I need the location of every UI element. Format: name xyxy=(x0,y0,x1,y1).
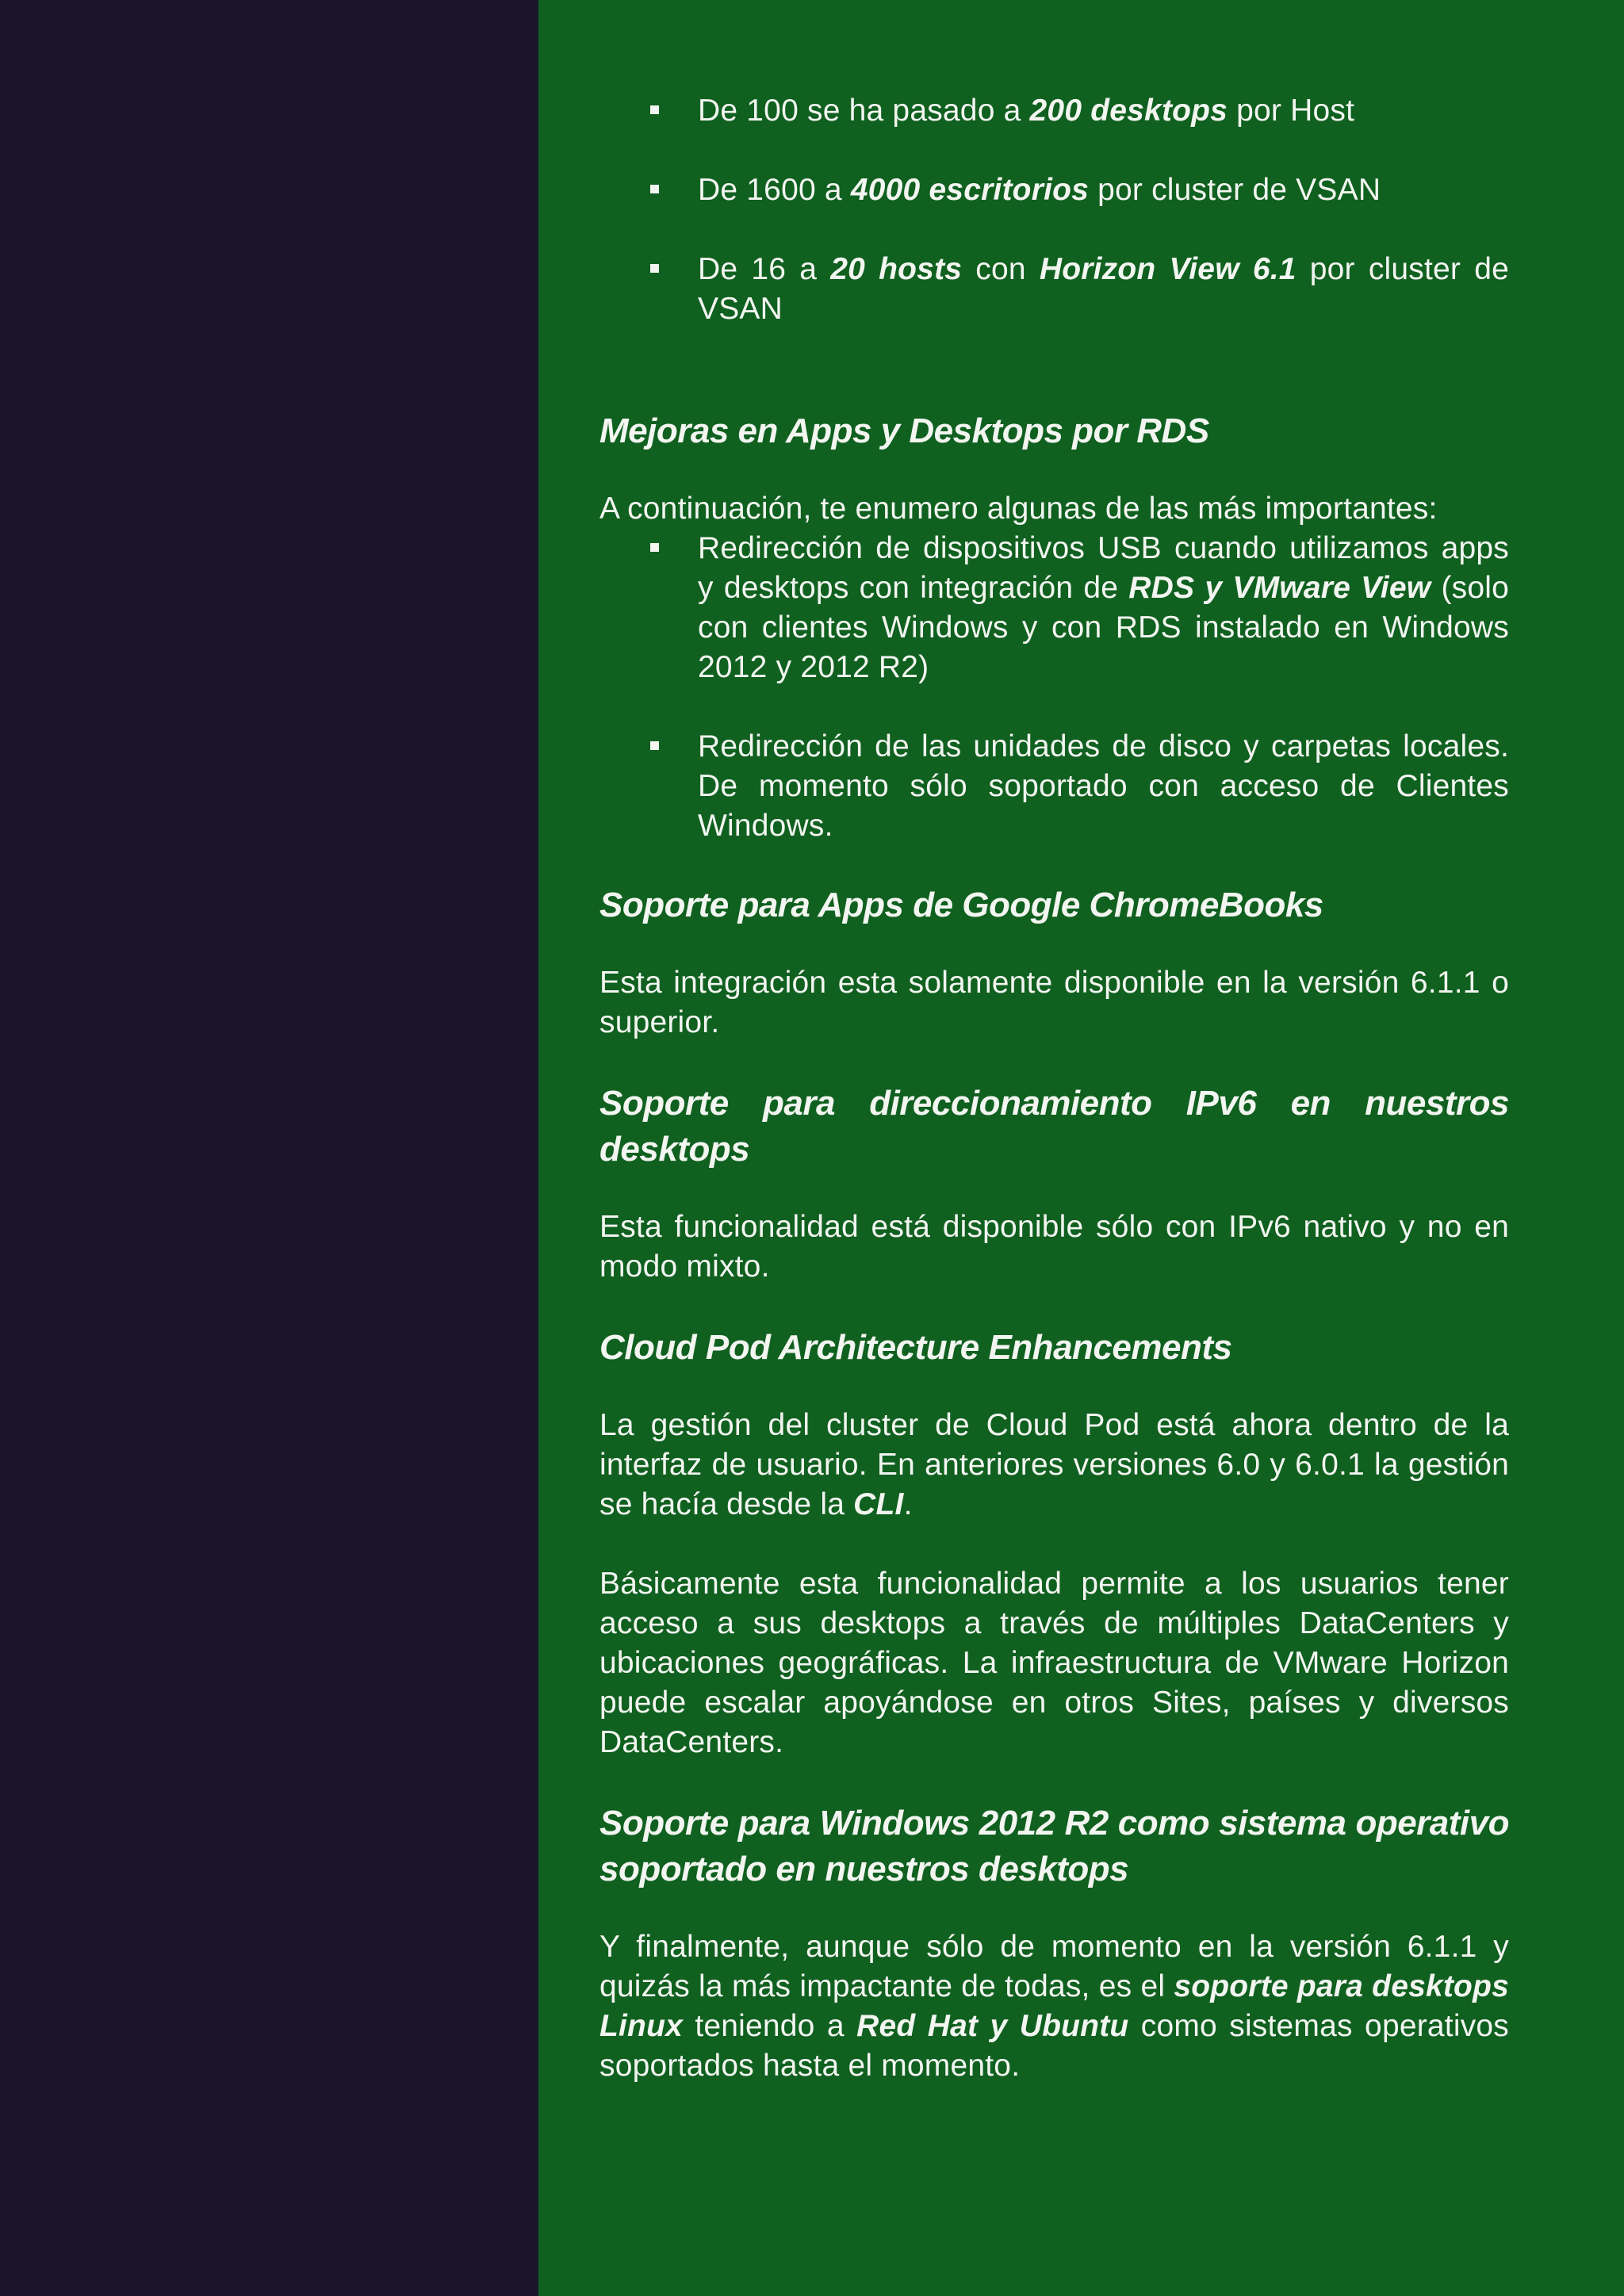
left-sidebar-panel xyxy=(0,0,538,2296)
windows-paragraph: Y finalmente, aunque sólo de momento en la versión 6.1.1 y quizás la más impactante de todas, es el soporte para desktops Linux teniendo a Red Hat y Ubuntu como sistemas operativos soportados hasta el momento. xyxy=(599,1930,1509,2083)
list-item: De 100 se ha pasado a 200 desktops por Host xyxy=(698,91,1509,131)
content-panel xyxy=(538,0,1624,2296)
cloudpod-paragraph-2: Básicamente esta funcionalidad permite a los usuarios tener acceso a sus desktops a través de múltiples DataCenters y ubicaciones geográficas. La infraestructura de VMware Horizon puede escalar apoyándose en otros Sites, países y diversos DataCenters. xyxy=(599,1567,1509,1759)
host-limits-list xyxy=(599,91,1509,329)
rds-list xyxy=(599,529,1509,846)
heading-chromebooks: Soporte para Apps de Google ChromeBooks xyxy=(599,886,1323,924)
list-item: De 16 a 20 hosts con Horizon View 6.1 por cluster de VSAN xyxy=(698,250,1509,329)
heading-ipv6: Soporte para direccionamiento IPv6 en nuestros desktops xyxy=(599,1084,1509,1169)
heading-cloudpod: Cloud Pod Architecture Enhancements xyxy=(599,1328,1232,1367)
chromebooks-body: Esta integración esta solamente disponible en la versión 6.1.1 o superior. xyxy=(599,966,1509,1039)
heading-rds: Mejoras en Apps y Desktops por RDS xyxy=(599,411,1209,450)
ipv6-body: Esta funcionalidad está disponible sólo con IPv6 nativo y no en modo mixto. xyxy=(599,1210,1509,1284)
heading-windows: Soporte para Windows 2012 R2 como sistema operativo soportado en nuestros desktops xyxy=(599,1804,1509,1888)
cloudpod-paragraph-1: La gestión del cluster de Cloud Pod está ahora dentro de la interfaz de usuario. En anteriores versiones 6.0 y 6.0.1 la gestión se hacía desde la CLI. xyxy=(599,1408,1509,1521)
list-item: Redirección de dispositivos USB cuando utilizamos apps y desktops con integración de RDS y VMware View (solo con clientes Windows y con RDS instalado en Windows 2012 y 2012 R2) xyxy=(698,529,1509,687)
rds-intro: A continuación, te enumero algunas de las más importantes: xyxy=(599,492,1438,526)
list-item: De 1600 a 4000 escritorios por cluster de VSAN xyxy=(698,170,1509,210)
list-item: Redirección de las unidades de disco y carpetas locales. De momento sólo soportado con acceso de Clientes Windows. xyxy=(698,727,1509,846)
